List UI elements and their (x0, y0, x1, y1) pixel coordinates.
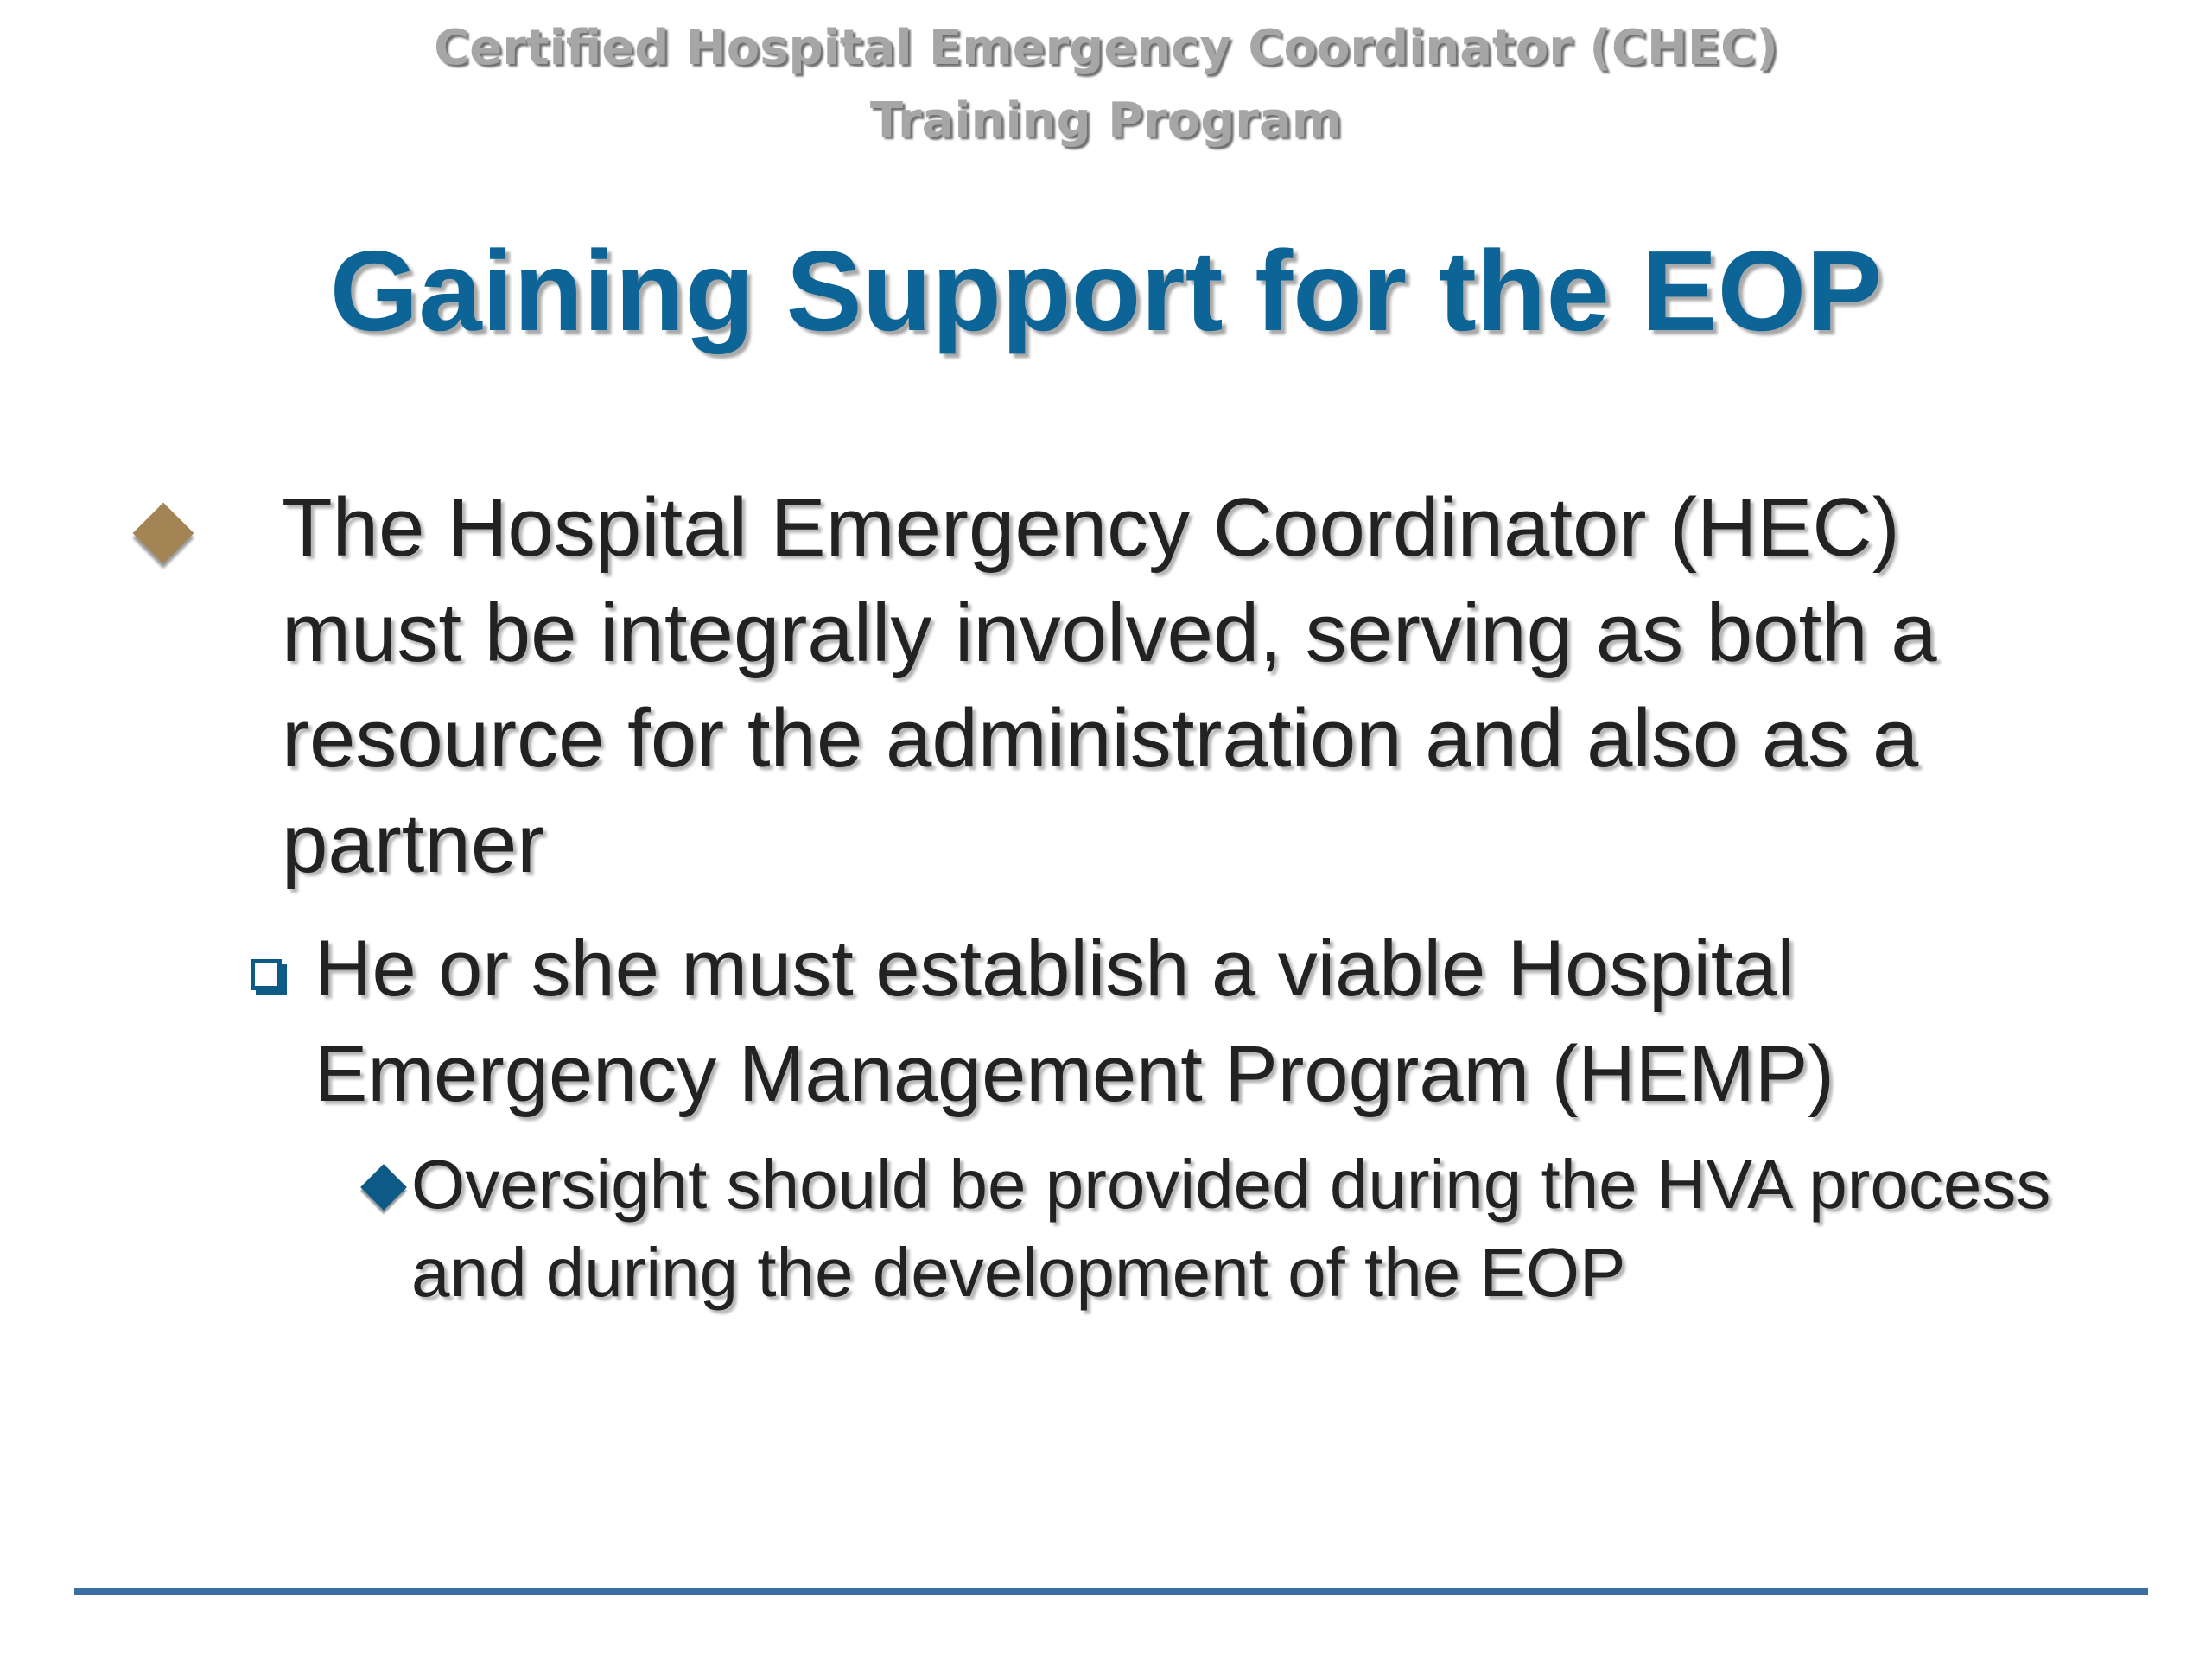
bullet-text: He or she must establish a viable Hospital Emergency Management Program (HEMP) (315, 925, 1834, 1118)
bullet-text: Oversight should be provided during the HVA process and during the development of the EOP (411, 1146, 2051, 1311)
header-line-1: Certified Hospital Emergency Coordinator (CHEC) (434, 20, 1778, 76)
diamond-bullet-icon (360, 1164, 407, 1211)
bullet-text: The Hospital Emergency Coordinator (HEC) must be integrally involved, serving as both a resource for the administration and also as a partner (282, 481, 1937, 890)
bullet-level-1 (282, 475, 2062, 897)
footer-divider (74, 1588, 2148, 1595)
header-line-2: Training Program (869, 92, 1343, 149)
bullet-level-2 (315, 916, 2043, 1127)
diamond-bullet-icon (133, 503, 194, 564)
slide-title: Gaining Support for the EOP (329, 227, 1883, 354)
bullet-level-3 (411, 1141, 2053, 1317)
square-bullet-icon (251, 959, 282, 990)
slide-header (0, 12, 2212, 157)
